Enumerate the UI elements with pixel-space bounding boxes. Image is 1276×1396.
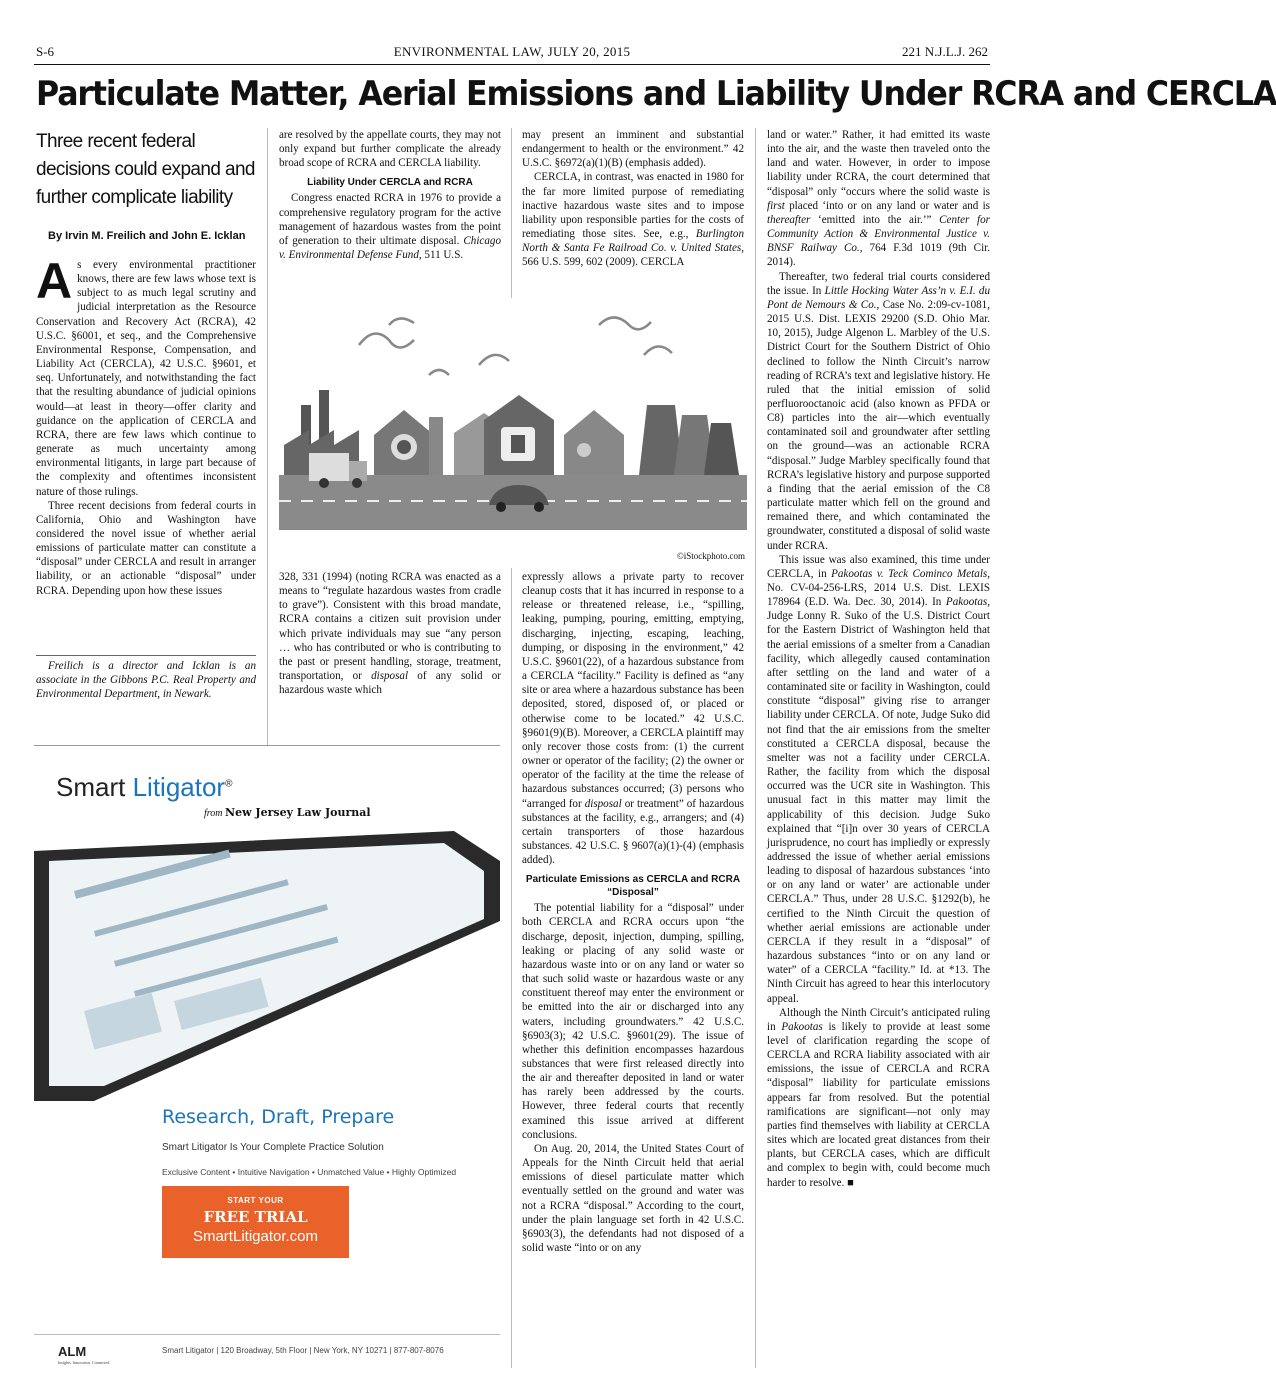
column-rule (755, 128, 756, 1368)
column-2-bottom: 328, 331 (1994) (noting RCRA was enacted as a means to “regulate hazardous wastes from cradle to grave”). Consistent with this broad mandate, RCRA contains a citizen suit provision under which private individuals may sue “any person … who has contributed or who is contributing to the past or present handling, storage, treatment, transportation, or disposal of any solid or hazardous waste which (279, 571, 501, 697)
alm-tagline: Insights. Innovation. Connected. (58, 1360, 111, 1365)
header-rule (34, 64, 990, 65)
column-1 (36, 253, 256, 598)
drop-cap: A (36, 253, 73, 309)
publication-line: ENVIRONMENTAL LAW, JULY 20, 2015 (393, 44, 631, 59)
headline: Particulate Matter, Aerial Emissions and Liability Under RCRA and CERCLA (36, 74, 1276, 114)
paragraph: Three recent decisions from federal courts in California, Ohio and Washington have considered the novel issue of whether aerial emissions of particulate matter can constitute a “disposal” under CERCLA and result in arranger liability, or an actionable “disposal” under RCRA. Depending upon how these issues (36, 499, 256, 597)
tablet-image (34, 831, 500, 1101)
subhead: Particulate Emissions as CERCLA and RCRA “Disposal” (525, 874, 741, 899)
column-4: land or water.” Rather, it had emitted its waste into the air, and the waste then traveled onto the land and water. However, in order to impose liability under RCRA, the court determined that “disposal” only “occurs where the solid waste is first placed ‘into or on any land or water and is thereafter ‘emitted into the air.’” Center for Community Action & Environmental Justice v. BNSF Railway Co., 764 F.3d 1019 (9th Cir. 2014). Thereafter, two federal trial courts considered the issue. In Little Hocking Water Ass’n v. E.I. du Pont de Nemours & Co., Case No. 2:09-cv-1081, 2015 U.S. Dist. LEXIS 29200 (S.D. Ohio Mar. 10, 2015), Judge Algenon L. Marbley of the U.S. District Court for the Southern District of Ohio declined to follow the Ninth Circuit’s narrow reading of RCRA’s text and legislative history. He ruled that the initial emission of solid perfluorooctanoic acid (also known as PFDA or C8) particles into the air—which eventually contaminated soil and groundwater after settling on the ground—was an actionable RCRA “disposal.” Judge Marbley specifically found that RCRA’s legislative history and purpose supported a finding that the aerial emission of the C8 particulate matter which fell on the ground and remained there, and which contaminated the groundwater, constituted a disposal of solid waste under RCRA. This issue was also examined, this time under CERCLA, in Pakootas v. Teck Cominco Metals, No. CV-04-256-LRS, 2014 U.S. Dist. LEXIS 178964 (E.D. Wa. Dec. 30, 2014). In Pakootas, Judge Lonny R. Suko of the U.S. District Court for the Eastern District of Washington held that the aerial emissions of a smelter from a Canadian facility, which allegedly caused contamination after settling on the land and water of a contaminated site or facility in Washington, could constitute “disposal” giving rise to arranger liability under CERCLA. Of note, Judge Suko did not find that the air emissions from the smelter constituted a CERCLA disposal, because the smelter was not a facility under CERCLA. Rather, the facility from which the disposal occurred was the UCR site in Washington. This unusual fact in this matter may limit the applicability of this decision. Judge Suko explained that “[i]n over 30 years of CERCLA jurisprudence, no court has impliedly or expressly addressed the issue of whether aerial emissions leading to disposal of hazardous substances ‘into or on any land or water’ are actionable under CERCLA.” Thus, under 28 U.S.C. §1292(b), he certified to the Ninth Circuit the question of whether aerial emissions are actionable under CERCLA if they result in a “disposal” of hazardous substances “into or on any land or water” of a CERCLA “facility.” Id. at *13. The Ninth Circuit has agreed to hear this interlocutory appeal. Although the Ninth Circuit’s anticipated ruling in Pakootas is likely to provide at least some level of clarification regarding the scope of CERCLA and RCRA liability associated with air emissions, the issue of CERCLA and RCRA “disposal” liability for particulate emissions appears far from resolved. But the potential ramifications are significant—not only may parties find themselves with liability at CERCLA sites which are located great distances from their plants, but CERCLA cases, which are difficult and complex to begin with, could become much harder to resolve. ■ (767, 129, 991, 1189)
smoke-swirls (359, 318, 672, 376)
author-bio: Freilich is a director and Icklan is an associate in the Gibbons P.C. Real Property and Environmental Department, in Newark. (36, 660, 256, 701)
ad-bullets: Exclusive Content • Intuitive Navigation • Unmatched Value • Highly Optimized (162, 1167, 457, 1177)
free-trial-button[interactable]: START YOUR FREE TRIAL SmartLitigator.com (162, 1186, 349, 1258)
running-header (36, 44, 988, 62)
column-rule (511, 568, 512, 1368)
lead-paragraph: As every environmental practitioner knows, there are few laws whose text is subject to as much legal scrutiny and judicial interpretation as the Resource Conservation and Recovery Act (RCRA), 42 U.S.C. §6001, et seq., and the Comprehensive Environmental Response, Compensation, and Liability Act (CERCLA), 42 U.S.C. §9601, et seq. Unfortunately, and notwithstanding the fact that the resulting abundance of judicial opinions would—at least in theory—offer clarity and guidance on the application of CERCLA and RCRA, there are few laws which continue to generate as much uncertainty among environmental litigants, in large part because of the complexity and oftentimes inconsistent nature of those rulings. (36, 253, 256, 498)
subhead: Liability Under CERCLA and RCRA (307, 177, 473, 189)
ad-contact: Smart Litigator | 120 Broadway, 5th Floor | New York, NY 10271 | 877-807-8076 (162, 1346, 444, 1355)
cooling-tower-icon (704, 423, 739, 475)
citation: 221 N.J.L.J. 262 (902, 44, 988, 59)
alm-logo: ALM (58, 1344, 87, 1359)
outlet-icon (511, 435, 525, 453)
smart-litigator-ad[interactable] (34, 745, 500, 1372)
radiation-icon (397, 440, 411, 454)
byline: By Irvin M. Freilich and John E. Icklan (48, 230, 246, 242)
ad-subheadline: Smart Litigator Is Your Complete Practice Solution (162, 1142, 384, 1153)
column-3-bottom: expressly allows a private party to recover cleanup costs that it has incurred in response to a release or threatened release, i.e., “spilling, leaking, pumping, pouring, emitting, emptying, discharging, injecting, escaping, leaching, dumping, or disposing in the environment,” 42 U.S.C. §9601(22), of a hazardous substance from a CERCLA “facility.” Facility is defined as “any site or area where a hazardous substance has been deposited, stored, disposed of, or placed or otherwise come to be located.” 42 U.S.C. §9601(9)(B). Moreover, a CERCLA plaintiff may only recover those costs from: (1) the current owner or operator of the facility; (2) the owner or operator of the facility at the time the release of hazardous substances occurred; (3) persons who “arranged for disposal or treatment” of hazardous substances at the facility, e.g., arrangers; and (4) certain transporters of those hazardous substances. 42 U.S.C. § 9607(a)(1)-(4) (emphasis added). Particulate Emissions as CERCLA and RCRA “Disposal” The potential liability for a “disposal” under both CERCLA and RCRA occurs upon “the discharge, deposit, injection, dumping, spilling, leaking or placing of any solid waste or hazardous waste into or on any land or water so that such solid waste or hazardous waste or any constituent thereof may enter the environment or be emitted into the air or discharged into any waters, including groundwaters.” 42 U.S.C. §6903(3); 42 U.S.C. §9601(29). The issue of whether this definition encompasses hazardous substances that were first released directly into the air and thereafter deposited in land or water has rarely been addressed by the courts. However, three federal courts that recently examined this issue arrived at different conclusions. On Aug. 20, 2014, the United States Court of Appeals for the Ninth Circuit held that aerial emissions of diesel particulate matter which eventually settled on the ground and water was not a RCRA “disposal.” According to the court, under the plain language set forth in 42 U.S.C. §6903(3), the defendants had not disposed of a solid waste “into or on any (522, 571, 744, 1255)
ad-divider (34, 1334, 500, 1335)
deck: Three recent federal decisions could expand and further complicate liability (36, 131, 255, 208)
column-rule (511, 128, 512, 298)
factory-illustration (279, 305, 747, 549)
column-2-top: are resolved by the appellate courts, they may not only expand but further complicate the already broad scope of RCRA and CERCLA liability. Liability Under CERCLA and RCRA Congress enacted RCRA in 1976 to provide a comprehensive regulatory program for the active management of hazardous wastes from the point of generation to their ultimate disposal. Chicago v. Environmental Defense Fund, 511 U.S. (279, 129, 501, 262)
photo-credit: ©iStockphoto.com (676, 551, 745, 561)
bio-rule (36, 655, 256, 656)
ad-from-line: from New Jersey Law Journal (204, 806, 371, 819)
page-number: S-6 (36, 44, 55, 59)
column-3-top: may present an imminent and substantial endangerment to health or the environment.” 42 U.S.C. §6972(a)(1)(B) (emphasis added). CERCLA, in contrast, was enacted in 1980 for the far more limited purpose of remediating inactive hazardous waste sites and to impose liability upon responsible parties for the costs of remediating those sites. See, e.g., Burlington North & Santa Fe Railroad Co. v. United States, 566 U.S. 599, 602 (2009). CERCLA (522, 129, 744, 269)
house-icon (564, 410, 624, 475)
ad-brand: Smart Litigator® (56, 772, 233, 802)
ad-headline: Research, Draft, Prepare (162, 1106, 395, 1128)
